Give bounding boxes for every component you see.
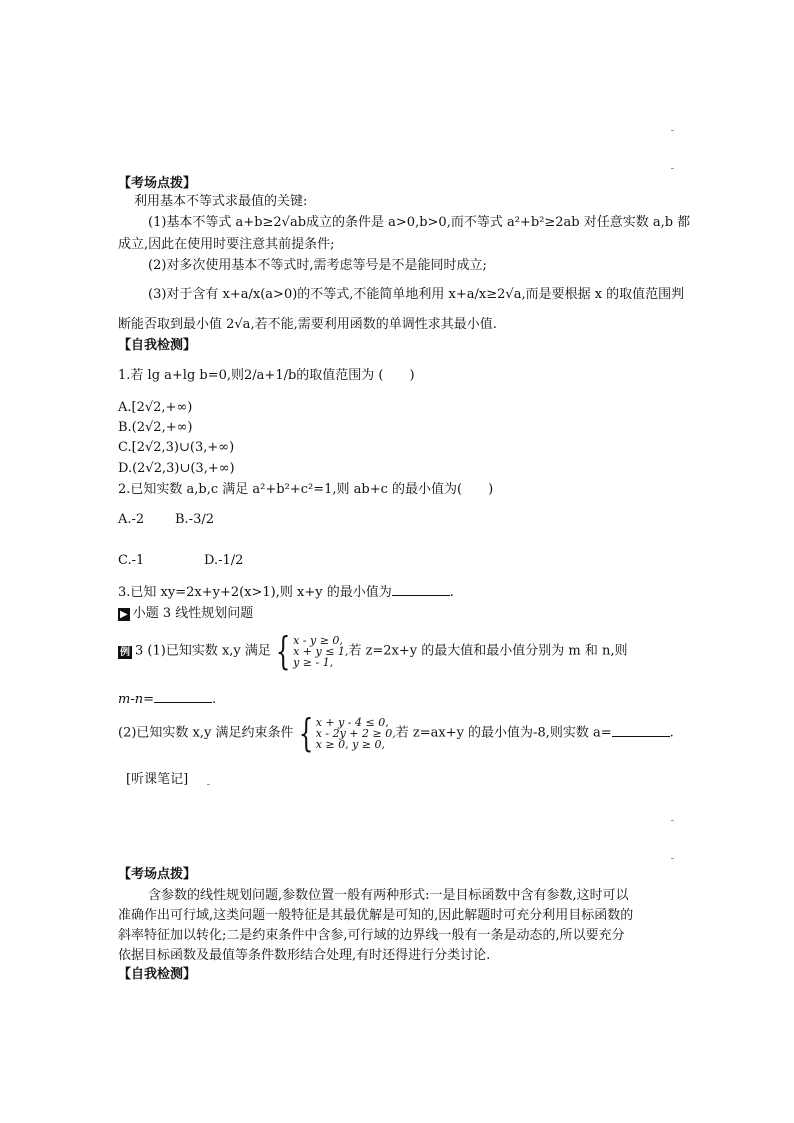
- answer-blank: [154, 690, 212, 703]
- kaodian-header-2: 【考场点拨】: [118, 867, 197, 882]
- q1-option-b: B.(2√2,+∞): [118, 420, 193, 435]
- margin-mark: [671, 168, 674, 169]
- example-1: [118, 629, 628, 673]
- para-line-1: 含参数的线性规划问题,参数位置一般有两种形式:一是目标函数中含有参数,这时可以: [148, 888, 629, 903]
- constraint: x ≥ 0, y ≥ 0,: [315, 737, 386, 751]
- margin-mark: [207, 784, 210, 785]
- lecture-notes-label: [听课笔记]: [126, 772, 189, 787]
- question-2: 2.已知实数 a,b,c 满足 a²+b²+c²=1,则 ab+c 的最小值为( ): [118, 482, 494, 497]
- point-3-line1: (3)对于含有 x+a/x(a>0)的不等式,不能简单地利用 x+a/x≥2√a,而是要根据 x 的取值范围判: [148, 287, 685, 302]
- para-line-4: 依据目标函数及最值等条件数形结合处理,有时还得进行分类讨论.: [118, 948, 491, 963]
- kaodian-header-1: 【考场点拨】: [118, 176, 197, 191]
- q2-option-a: A.-2: [118, 512, 145, 527]
- question-3-end: .: [449, 585, 454, 600]
- example-1-suffix: 若 z=2x+y 的最大值和最小值分别为 m 和 n,则: [348, 643, 628, 659]
- margin-mark: [671, 858, 674, 859]
- constraint: y ≥ - 1,: [293, 655, 334, 669]
- q2-option-c: C.-1: [118, 553, 145, 568]
- question-3: [118, 583, 454, 601]
- answer-blank: [392, 583, 450, 596]
- q1-option-c: C.[2√2,3)∪(3,+∞): [118, 440, 235, 455]
- q1-option-d: D.(2√2,3)∪(3,+∞): [118, 461, 235, 476]
- example-tag: 例: [120, 646, 130, 658]
- example-2-prefix: (2)已知实数 x,y 满足约束条件: [118, 725, 294, 741]
- constraint: x + y ≤ 1,: [293, 644, 349, 658]
- question-1: 1.若 lg a+lg b=0,则2/a+1/b的取值范围为 ( ): [118, 368, 415, 383]
- q2-option-b: B.-3/2: [175, 512, 214, 527]
- answer-blank: [612, 724, 670, 737]
- margin-mark: [671, 130, 674, 131]
- section-marker-icon: ▶: [120, 609, 128, 620]
- intro-text: 利用基本不等式求最值的关键:: [134, 194, 308, 209]
- para-line-3: 斜率特征加以转化;二是约束条件中含参,可行域的边界线一般有一条是动态的,所以要充分: [118, 928, 625, 943]
- zijian-header-2: 【自我检测】: [118, 967, 197, 982]
- question-3-text: 3.已知 xy=2x+y+2(x>1),则 x+y 的最小值为: [118, 585, 392, 600]
- constraint: x - 2y + 2 ≥ 0,: [315, 726, 396, 740]
- point-1-line2: 成立,因此在使用时要注意其前提条件;: [118, 237, 335, 252]
- brace-icon: {: [275, 629, 291, 673]
- period: .: [669, 725, 674, 741]
- section-title: [118, 606, 253, 622]
- point-3-line2: 断能否取到最小值 2√a,若不能,需要利用函数的单调性求其最小值.: [118, 317, 497, 332]
- constraint-system-1: [293, 635, 348, 668]
- point-2: (2)对多次使用基本不等式时,需考虑等号是不是能同时成立;: [148, 258, 487, 273]
- constraint: x + y - 4 ≤ 0,: [315, 715, 389, 729]
- q2-option-d: D.-1/2: [204, 553, 244, 568]
- example-1-prefix: 3 (1)已知实数 x,y 满足: [135, 643, 271, 659]
- zijian-header-1: 【自我检测】: [118, 338, 197, 353]
- example-2-suffix: 若 z=ax+y 的最小值为-8,则实数 a=: [395, 725, 612, 741]
- brace-icon: {: [298, 711, 313, 755]
- constraint-system-2: [316, 717, 396, 750]
- section-title-text: 小题 3 线性规划问题: [132, 606, 254, 621]
- constraint: x - y ≥ 0,: [293, 633, 343, 647]
- point-1-line1: (1)基本不等式 a+b≥2√ab成立的条件是 a>0,b>0,而不等式 a²+b²≥2ab 对任意实数 a,b 都: [148, 215, 691, 230]
- q1-option-a: A.[2√2,+∞): [118, 400, 193, 415]
- margin-mark: [671, 820, 674, 821]
- example-1-answer: [118, 690, 216, 708]
- example-1-answer-label: m-n=: [118, 692, 154, 707]
- para-line-2: 准确作出可行域,这类问题一般特征是其最优解是可知的,因此解题时可充分利用目标函数的: [118, 908, 634, 923]
- example-2: [118, 711, 674, 755]
- period: .: [212, 692, 217, 707]
